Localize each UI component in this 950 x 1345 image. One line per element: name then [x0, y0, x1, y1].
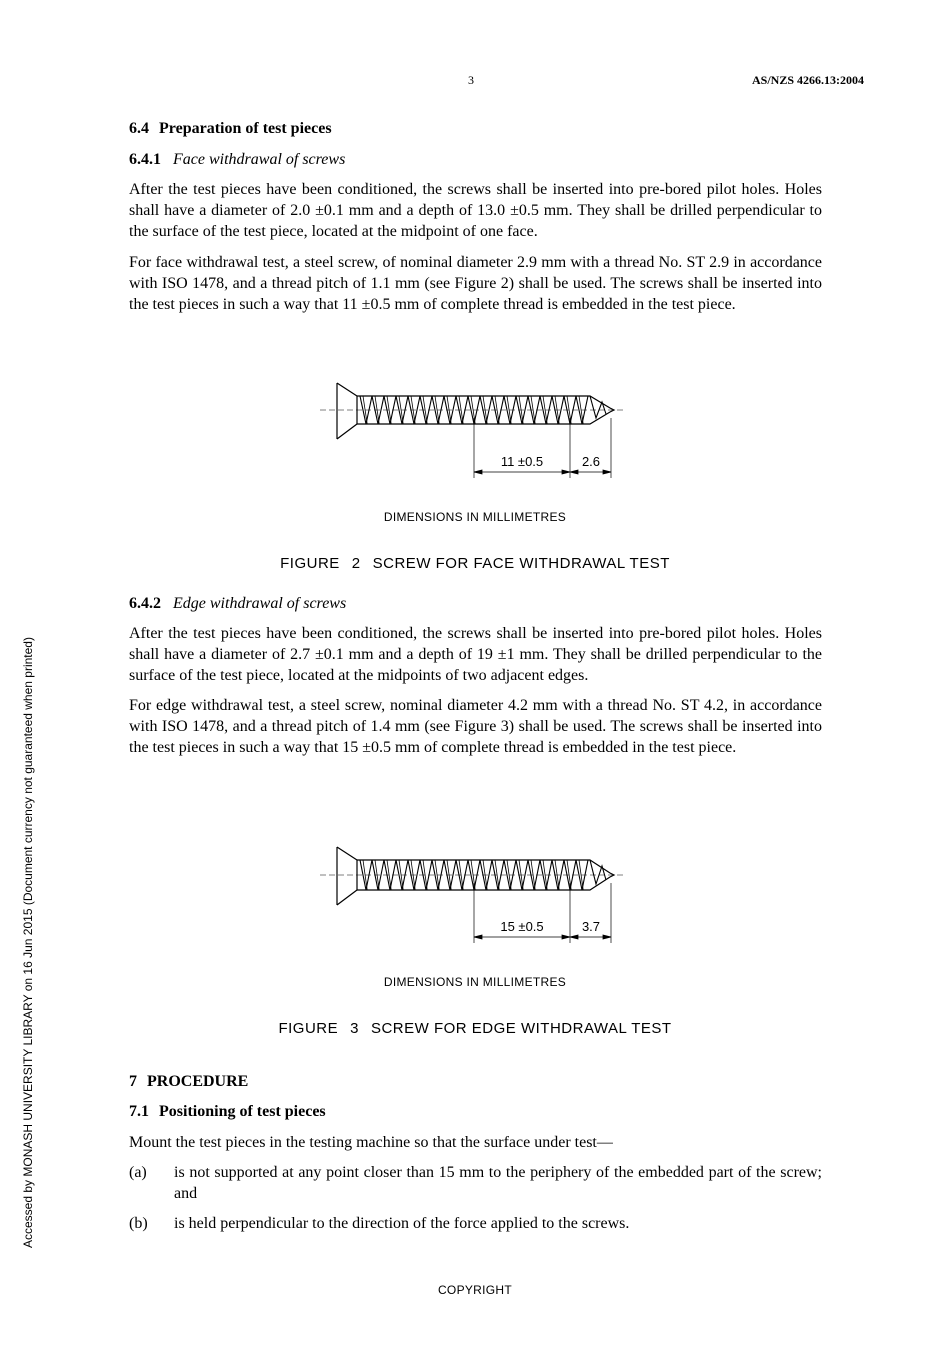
section-6-4-2-block	[129, 593, 822, 758]
figure-2-units-note: DIMENSIONS IN MILLIMETRES	[383, 510, 567, 524]
page-number: 3	[468, 73, 474, 87]
access-side-note: Accessed by MONASH UNIVERSITY LIBRARY on 16 Jun 2015 (Document currency not guaranteed when printed)	[21, 637, 35, 1248]
figure-2-caption: SCREW FOR FACE WITHDRAWAL TEST	[372, 555, 670, 572]
section-6-4-block	[129, 118, 822, 315]
figure-2-drawing	[320, 378, 630, 483]
section-6-4-2-title: Edge withdrawal of screws	[173, 595, 347, 612]
figure-3-caption-line	[0, 1020, 950, 1037]
figure-3-dim-main: 15 ±0.5	[500, 919, 544, 934]
figure-3-number: 3	[350, 1020, 359, 1037]
figure-2-caption-line	[0, 555, 950, 572]
section-6-4-heading	[129, 118, 822, 139]
section-7-number: 7	[129, 1073, 137, 1090]
figure-2-label: FIGURE	[280, 555, 340, 572]
figure-2-number: 2	[351, 555, 361, 572]
list-item-label: (a)	[129, 1164, 147, 1181]
section-6-4-2-para1: After the test pieces have been conditioned, the screws shall be inserted into pre-bored pilot holes. Holes shall have a diameter of 2.7 ±0.1 mm and a depth of 19 ±1 mm. They shall be drilled perpendicular to the surface of the test piece, located at the midpoints of two adjacent edges.	[129, 625, 822, 684]
list-item	[129, 1213, 822, 1234]
figure-3-label: FIGURE	[278, 1020, 339, 1037]
figure-3-dimension-lines	[474, 883, 611, 943]
section-6-4-number: 6.4	[129, 120, 149, 137]
figure-3-caption: SCREW FOR EDGE WITHDRAWAL TEST	[370, 1020, 672, 1037]
section-6-4-2-para2: For edge withdrawal test, a steel screw, nominal diameter 4.2 mm with a thread No. ST 4.2, in accordance with ISO 1478, and a thread pitch of 1.4 mm (see Figure 3) shall be used. The screws shall be inserted into the test pieces in such a way that 15 ±0.5 mm of complete thread is embedded in the test piece.	[129, 697, 822, 756]
thread-stroke	[590, 860, 606, 884]
standard-id: AS/NZS 4266.13:2004	[751, 73, 864, 87]
figure-3-units-note: DIMENSIONS IN MILLIMETRES	[383, 975, 567, 989]
section-7-1-title: Positioning of test pieces	[159, 1103, 326, 1120]
section-6-4-2-number: 6.4.2	[129, 595, 161, 612]
list-item-text: is not supported at any point closer than 15 mm to the periphery of the embedded part of the screw; and	[174, 1164, 822, 1202]
figure-2-dim-main: 11 ±0.5	[500, 454, 544, 469]
thread-stroke	[590, 396, 606, 418]
section-7-title: PROCEDURE	[147, 1073, 249, 1090]
section-7-heading	[129, 1071, 822, 1092]
figure-2-dimension-lines	[474, 418, 611, 478]
list-item	[129, 1162, 822, 1204]
section-7-1-heading	[129, 1101, 822, 1122]
section-6-4-1-para1: After the test pieces have been conditioned, the screws shall be inserted into pre-bored pilot holes. Holes shall have a diameter of 2.0 ±0.1 mm and a depth of 13.0 ±0.5 mm. They shall be drilled perpendicular to the surface of the test piece, located at the midpoint of one face.	[129, 181, 822, 240]
section-7-1-number: 7.1	[129, 1103, 149, 1120]
section-6-4-1-number: 6.4.1	[129, 151, 161, 168]
section-6-4-title: Preparation of test pieces	[159, 120, 332, 137]
section-6-4-1-heading	[129, 149, 822, 170]
list-item-text: is held perpendicular to the direction of the force applied to the screws.	[174, 1215, 630, 1232]
figure-2-dim-tip: 2.6	[581, 454, 601, 469]
section-7-1-intro: Mount the test pieces in the testing machine so that the surface under test—	[129, 1134, 613, 1151]
figure-3-dim-tip: 3.7	[581, 919, 601, 934]
section-6-4-1-title: Face withdrawal of screws	[173, 151, 346, 168]
section-6-4-2-heading	[129, 593, 822, 614]
figure-3-drawing	[320, 843, 630, 948]
list-item-label: (b)	[129, 1215, 148, 1232]
section-6-4-1-para2: For face withdrawal test, a steel screw, of nominal diameter 2.9 mm with a thread No. ST 2.9 in accordance with ISO 1478, and a thread pitch of 1.1 mm (see Figure 2) shall be used. The screws shall be inserted into the test pieces in such a way that 11 ±0.5 mm of complete thread is embedded in the test piece.	[129, 254, 822, 313]
footer-copyright: COPYRIGHT	[437, 1283, 513, 1297]
section-7-block	[129, 1071, 822, 1234]
